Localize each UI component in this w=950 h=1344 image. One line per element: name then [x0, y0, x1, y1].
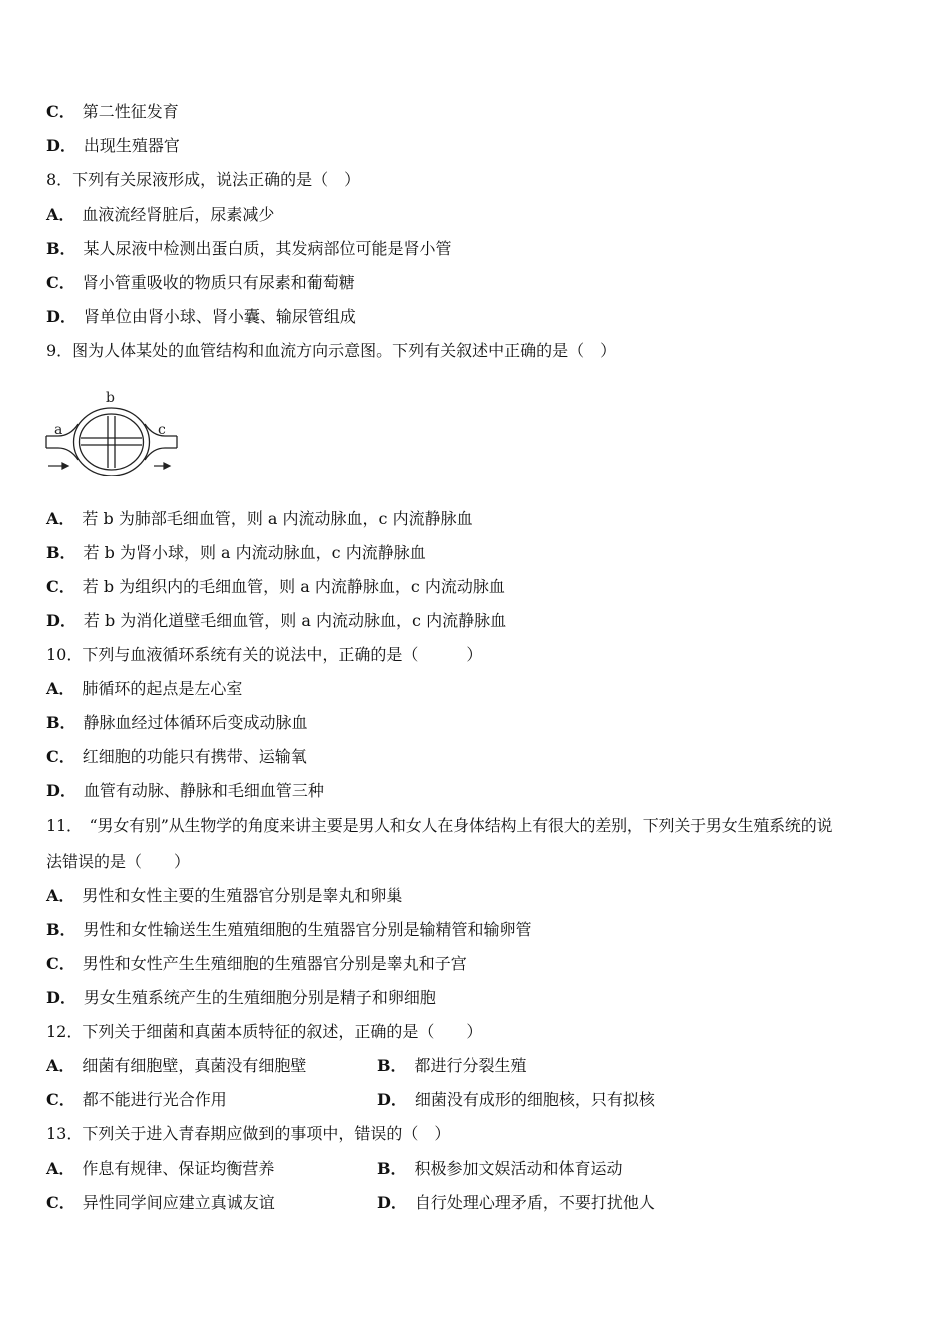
blood-vessel-diagram [40, 386, 185, 476]
label-a: a [54, 422, 63, 438]
label-b: b [106, 390, 115, 406]
q10-option-a: A． 肺循环的起点是左心室 [46, 679, 243, 698]
q7-option-d: D． 出现生殖器官 [46, 136, 180, 155]
q13-option-a: A． 作息有规律、保证均衡营养 [46, 1159, 275, 1178]
q10-option-d: D． 血管有动脉、静脉和毛细血管三种 [46, 781, 324, 800]
q11-option-b: B． 男性和女性输送生生殖殖细胞的生殖器官分别是输精管和输卵管 [46, 920, 532, 939]
q9-option-a: A． 若 b 为肺部毛细血管，则 a 内流动脉血，c 内流静脉血 [46, 509, 473, 528]
q13-option-c: C． 异性同学间应建立真诚友谊 [46, 1193, 275, 1212]
q13-option-b: B． 积极参加文娱活动和体育运动 [377, 1159, 623, 1178]
q13-row-ab [46, 1159, 906, 1179]
q11-stem-line2: 法错误的是（ ） [46, 852, 191, 871]
q12-option-a: A． 细菌有细胞壁，真菌没有细胞壁 [46, 1056, 307, 1075]
q12-row-cd [46, 1090, 906, 1110]
q12-option-d: D． 细菌没有成形的细胞核，只有拟核 [377, 1090, 655, 1109]
q12-stem: 12．下列关于细菌和真菌本质特征的叙述，正确的是（ ） [46, 1022, 483, 1041]
flow-arrows [48, 463, 170, 469]
q9-option-b: B． 若 b 为肾小球，则 a 内流动脉血，c 内流静脉血 [46, 543, 426, 562]
q8-stem: 8．下列有关尿液形成，说法正确的是（ ） [46, 170, 361, 189]
q12-option-b: B． 都进行分裂生殖 [377, 1056, 527, 1075]
q10-option-b: B． 静脉血经过体循环后变成动脉血 [46, 713, 308, 732]
q9-stem: 9．图为人体某处的血管结构和血流方向示意图。下列有关叙述中正确的是（ ） [46, 341, 617, 360]
q9-option-c: C． 若 b 为组织内的毛细血管，则 a 内流静脉血，c 内流动脉血 [46, 577, 505, 596]
q11-option-a: A． 男性和女性主要的生殖器官分别是睾丸和卵巢 [46, 886, 403, 905]
q13-option-d: D． 自行处理心理矛盾，不要打扰他人 [377, 1193, 655, 1212]
q8-option-d: D． 肾单位由肾小球、肾小囊、输尿管组成 [46, 307, 356, 326]
q8-option-b: B． 某人尿液中检测出蛋白质，其发病部位可能是肾小管 [46, 239, 452, 258]
q7-option-c: C． 第二性征发育 [46, 102, 179, 121]
q10-option-c: C． 红细胞的功能只有携带、运输氧 [46, 747, 307, 766]
q10-stem: 10．下列与血液循环系统有关的说法中，正确的是（ ） [46, 645, 483, 664]
q12-row-ab [46, 1056, 906, 1076]
q8-option-a: A． 血液流经肾脏后，尿素减少 [46, 205, 275, 224]
q8-option-c: C． 肾小管重吸收的物质只有尿素和葡萄糖 [46, 273, 355, 292]
q11-option-c: C． 男性和女性产生生殖细胞的生殖器官分别是睾丸和子宫 [46, 954, 467, 973]
q11-stem-line1: 11． “男女有别”从生物学的角度来讲主要是男人和女人在身体结构上有很大的差别，下列关于男女生殖系统的说 [46, 816, 833, 835]
label-c: c [158, 422, 166, 438]
q12-option-c: C． 都不能进行光合作用 [46, 1090, 227, 1109]
q13-stem: 13．下列关于进入青春期应做到的事项中，错误的（ ） [46, 1124, 451, 1143]
q11-option-d: D． 男女生殖系统产生的生殖细胞分别是精子和卵细胞 [46, 988, 436, 1007]
q9-option-d: D． 若 b 为消化道壁毛细血管，则 a 内流动脉血，c 内流静脉血 [46, 611, 507, 630]
q13-row-cd [46, 1193, 906, 1213]
